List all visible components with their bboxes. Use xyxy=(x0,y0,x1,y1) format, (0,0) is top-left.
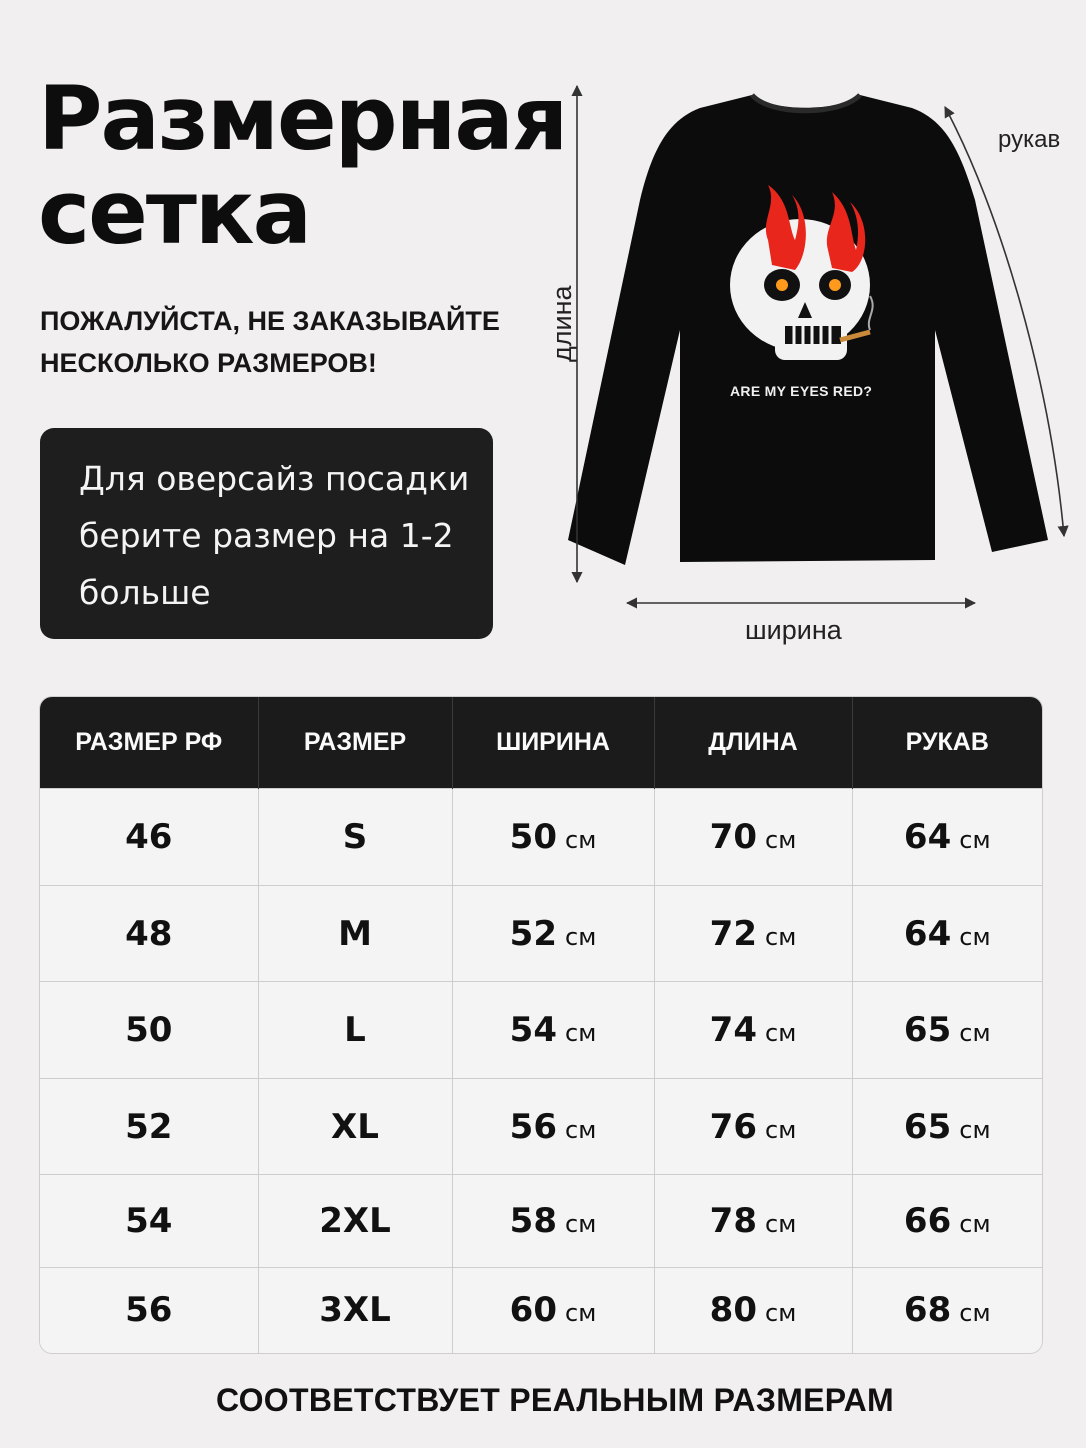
unit-label: см xyxy=(959,1115,991,1144)
cell-size xyxy=(258,1175,452,1268)
cell-size xyxy=(258,982,452,1079)
unit-label: см xyxy=(765,1210,797,1238)
cell-length-value: 74 xyxy=(709,1010,757,1050)
note-line-2: берите размер на 1-2 xyxy=(79,516,454,555)
unit-label: см xyxy=(765,1019,797,1047)
warning-text xyxy=(40,300,540,384)
cell-ru-size-value: 54 xyxy=(125,1201,173,1241)
cell-ru-size-value: 52 xyxy=(125,1106,173,1147)
cell-size xyxy=(258,1268,452,1353)
cell-length xyxy=(654,982,852,1079)
table-row xyxy=(40,1175,1042,1268)
cell-ru-size xyxy=(40,886,258,982)
unit-label: см xyxy=(565,1210,597,1238)
cell-length xyxy=(654,1268,852,1353)
cell-size xyxy=(258,789,452,886)
cell-width xyxy=(452,1079,654,1175)
cell-sleeve xyxy=(852,1079,1042,1175)
footer-note: СООТВЕТСТВУЕТ РЕАЛЬНЫМ РАЗМЕРАМ xyxy=(216,1382,894,1418)
warning-line-2: НЕСКОЛЬКО РАЗМЕРОВ! xyxy=(40,348,377,378)
title-line-1: Размерная xyxy=(38,67,567,170)
cell-size xyxy=(258,886,452,982)
cell-sleeve xyxy=(852,789,1042,886)
cell-size-value: XL xyxy=(331,1106,379,1147)
cell-width xyxy=(452,982,654,1079)
header-width: ШИРИНА xyxy=(452,697,654,789)
cell-sleeve-value: 68 xyxy=(903,1290,952,1331)
cell-ru-size-value: 48 xyxy=(125,913,173,954)
cell-width-value: 60 xyxy=(509,1290,557,1331)
unit-label: см xyxy=(765,1115,797,1144)
cell-length xyxy=(654,1079,852,1175)
cell-ru-size-value: 46 xyxy=(125,817,173,857)
cell-length-value: 72 xyxy=(709,913,757,954)
cell-width xyxy=(452,886,654,982)
header-ru-size: РАЗМЕР РФ xyxy=(40,697,258,789)
cell-width-value: 58 xyxy=(509,1201,557,1241)
cell-width-value: 56 xyxy=(509,1106,557,1147)
cell-ru-size xyxy=(40,1175,258,1268)
title-line-2: сетка xyxy=(38,161,310,264)
cell-size-value: L xyxy=(344,1010,366,1050)
cell-sleeve xyxy=(852,1175,1042,1268)
cell-width xyxy=(452,1175,654,1268)
cell-length-value: 80 xyxy=(709,1290,757,1331)
cell-ru-size xyxy=(40,1079,258,1175)
table-row xyxy=(40,1079,1042,1175)
cell-sleeve xyxy=(852,1268,1042,1353)
cell-length xyxy=(654,789,852,886)
table-row xyxy=(40,886,1042,982)
table-header-row xyxy=(40,697,1042,789)
unit-label: см xyxy=(565,826,597,854)
unit-label: см xyxy=(959,1210,991,1238)
size-table xyxy=(40,697,1042,1353)
cell-sleeve-value: 65 xyxy=(903,1106,952,1147)
width-label: ширина xyxy=(745,615,842,645)
cell-width-value: 50 xyxy=(509,817,557,857)
cell-ru-size-value: 56 xyxy=(125,1290,173,1331)
unit-label: см xyxy=(959,922,991,951)
cell-ru-size xyxy=(40,982,258,1079)
cell-sleeve xyxy=(852,886,1042,982)
length-label: длина xyxy=(547,285,577,362)
cell-length xyxy=(654,1175,852,1268)
table-row xyxy=(40,789,1042,886)
unit-label: см xyxy=(959,1019,991,1047)
unit-label: см xyxy=(565,1019,597,1047)
cell-ru-size-value: 50 xyxy=(125,1010,173,1050)
cell-size-value: M xyxy=(338,913,372,954)
cell-length-value: 70 xyxy=(709,817,757,857)
table-row xyxy=(40,1268,1042,1353)
note-line-3: больше xyxy=(79,573,211,612)
cell-size-value: S xyxy=(342,817,368,857)
unit-label: см xyxy=(765,826,797,854)
cell-size-value: 2XL xyxy=(319,1201,391,1241)
note-line-1: Для оверсайз посадки xyxy=(79,459,470,498)
oversize-note xyxy=(40,428,493,639)
cell-sleeve-value: 64 xyxy=(903,913,952,954)
table-row xyxy=(40,982,1042,1079)
cell-width xyxy=(452,789,654,886)
page-title xyxy=(38,67,567,264)
cell-width-value: 52 xyxy=(509,913,557,954)
unit-label: см xyxy=(565,1299,597,1328)
cell-sleeve-value: 66 xyxy=(903,1201,952,1241)
cell-ru-size xyxy=(40,789,258,886)
cell-width xyxy=(452,1268,654,1353)
unit-label: см xyxy=(959,826,991,854)
unit-label: см xyxy=(765,1299,797,1328)
cell-size-value: 3XL xyxy=(319,1290,391,1331)
cell-sleeve-value: 65 xyxy=(903,1010,952,1050)
warning-line-1: ПОЖАЛУЙСТА, НЕ ЗАКАЗЫВАЙТЕ xyxy=(40,306,500,336)
cell-width-value: 54 xyxy=(509,1010,557,1050)
cell-sleeve xyxy=(852,982,1042,1079)
cell-size xyxy=(258,1079,452,1175)
header-sleeve: РУКАВ xyxy=(852,697,1042,789)
cell-length-value: 76 xyxy=(709,1106,757,1147)
unit-label: см xyxy=(765,922,797,951)
unit-label: см xyxy=(565,922,597,951)
shirt-illustration xyxy=(540,70,1086,670)
header-size: РАЗМЕР xyxy=(258,697,452,789)
unit-label: см xyxy=(959,1299,991,1328)
sleeve-label: рукав xyxy=(998,126,1061,153)
cell-sleeve-value: 64 xyxy=(903,817,952,857)
cell-length xyxy=(654,886,852,982)
size-table-container xyxy=(40,697,1042,1353)
unit-label: см xyxy=(565,1115,597,1144)
header-length: ДЛИНА xyxy=(654,697,852,789)
cell-ru-size xyxy=(40,1268,258,1353)
cell-length-value: 78 xyxy=(709,1201,757,1241)
shirt-print-text: ARE MY EYES RED? xyxy=(730,383,873,399)
